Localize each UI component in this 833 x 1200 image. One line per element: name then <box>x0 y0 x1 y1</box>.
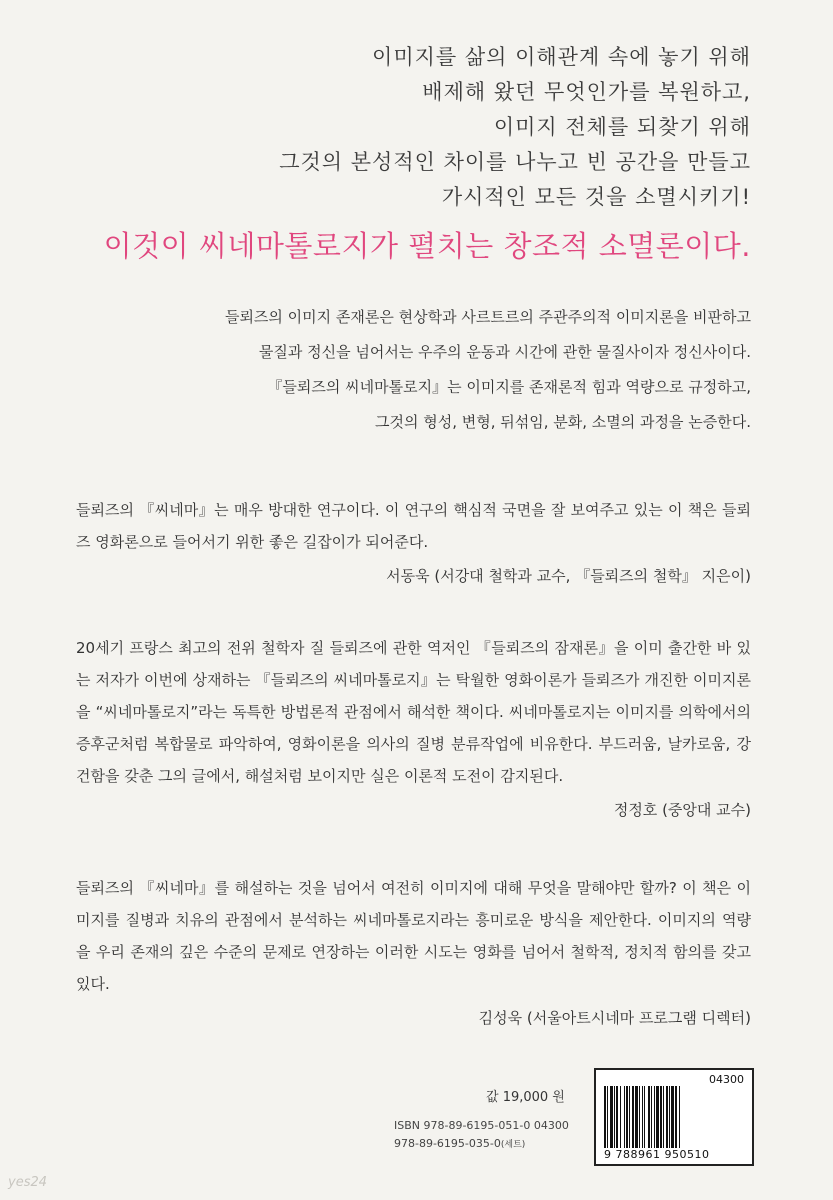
isbn-set-line <box>394 1135 569 1154</box>
barcode-bar <box>654 1086 655 1148</box>
poem-line: 배제해 왔던 무엇인가를 복원하고, <box>422 80 751 104</box>
headline: 이것이 씨네마톨로지가 펼치는 창조적 소멸론이다. <box>103 229 751 263</box>
isbn-block <box>394 1117 569 1154</box>
barcode-bar <box>648 1086 650 1148</box>
barcode-bar <box>656 1086 659 1148</box>
barcode-bar <box>639 1086 640 1148</box>
barcode-number: 9 788961 950510 <box>604 1148 710 1161</box>
isbn-set-label: (세트) <box>500 1140 526 1150</box>
poem-line: 가시적인 모든 것을 소멸시키기! <box>441 185 751 209</box>
review-text: 들뢰즈의 『씨네마』는 매우 방대한 연구이다. 이 연구의 핵심적 국면을 잘 보여주고 있는 이 책은 들뢰즈 영화론으로 들어서기 위한 좋은 길잡이가 되어준다. <box>76 501 751 551</box>
intro-line: 물질과 정신을 넘어서는 우주의 운동과 시간에 관한 물질사이자 정신사이다. <box>258 343 751 361</box>
barcode-bar <box>663 1086 664 1148</box>
price-label: 값 19,000 원 <box>486 1090 565 1105</box>
poem-line: 이미지 전체를 되찾기 위해 <box>493 115 751 139</box>
review-blurb <box>76 494 751 592</box>
poem-line: 이미지를 삶의 이해관계 속에 놓기 위해 <box>372 45 751 69</box>
barcode-bar <box>644 1086 645 1148</box>
barcode-addon-number: 04300 <box>709 1073 744 1086</box>
poem-block <box>111 40 751 215</box>
barcode-bar <box>620 1086 621 1148</box>
barcode-bar <box>616 1086 618 1148</box>
watermark-logo: yes24 <box>8 1175 48 1190</box>
barcode-bar <box>632 1086 634 1148</box>
review-blurb <box>76 632 751 826</box>
barcode-bar <box>669 1086 670 1148</box>
barcode-bar <box>651 1086 652 1148</box>
intro-line: 들뢰즈의 이미지 존재론은 현상학과 사르트르의 주관주의적 이미지론을 비판하고 <box>224 308 751 326</box>
barcode-bar <box>614 1086 615 1148</box>
barcode-bar <box>679 1086 680 1148</box>
review-byline: 서동욱 (서강대 철학과 교수, 『들뢰즈의 철학』 지은이) <box>386 567 751 585</box>
barcode-bar <box>642 1086 643 1148</box>
barcode-bar <box>666 1086 668 1148</box>
review-byline: 정정호 (중앙대 교수) <box>613 801 751 819</box>
barcode-bar <box>624 1086 625 1148</box>
review-text: 들뢰즈의 『씨네마』를 해설하는 것을 넘어서 여전히 이미지에 대해 무엇을 말해야만 할까? 이 책은 이미지를 질병과 치유의 관점에서 분석하는 씨네마톨로지라는 흥미로운 방식을 제안한다. 이미지의 역량을 우리 존재의 깊은 수준의 문제로 연장하는 이러한 시도는 영화를 넘어서 철학적, 정치적 함의를 갖고 있다. <box>76 879 751 993</box>
barcode-bar <box>671 1086 674 1148</box>
isbn-line: ISBN 978-89-6195-051-0 04300 <box>394 1119 569 1132</box>
barcode-bar <box>626 1086 628 1148</box>
isbn-set-number: 978-89-6195-035-0 <box>394 1137 501 1150</box>
intro-block <box>111 300 751 440</box>
barcode-bar <box>604 1086 606 1148</box>
review-blurb <box>76 872 751 1034</box>
barcode <box>594 1068 754 1166</box>
barcode-bar <box>660 1086 662 1148</box>
intro-line: 『들뢰즈의 씨네마톨로지』는 이미지를 존재론적 힘과 역량으로 규정하고, <box>267 378 751 396</box>
barcode-bar <box>629 1086 630 1148</box>
barcode-bar <box>635 1086 638 1148</box>
poem-line: 그것의 본성적인 차이를 나누고 빈 공간을 만들고 <box>279 150 751 174</box>
barcode-bar <box>675 1086 677 1148</box>
barcode-bar <box>610 1086 613 1148</box>
intro-line: 그것의 형성, 변형, 뒤섞임, 분화, 소멸의 과정을 논증한다. <box>375 413 751 431</box>
barcode-bar <box>607 1086 608 1148</box>
review-byline: 김성욱 (서울아트시네마 프로그램 디렉터) <box>478 1009 751 1027</box>
review-text: 20세기 프랑스 최고의 전위 철학자 질 들뢰즈에 관한 역저인 『들뢰즈의 잠재론』을 이미 출간한 바 있는 저자가 이번에 상재하는 『들뢰즈의 씨네마톨로지』는 탁월한 영화이론가 들뢰즈가 개진한 이미지론을 “씨네마톨로지”라는 독특한 방법론적 관점에서 해석한 책이다. 씨네마톨로지는 이미지를 의학에서의 증후군처럼 복합물로 파악하여, 영화이론을 의사의 질병 분류작업에 비유한다. 부드러움, 날카로움, 강건함을 갖춘 그의 글에서, 해설처럼 보이지만 실은 이론적 도전이 감지된다. <box>76 639 751 785</box>
